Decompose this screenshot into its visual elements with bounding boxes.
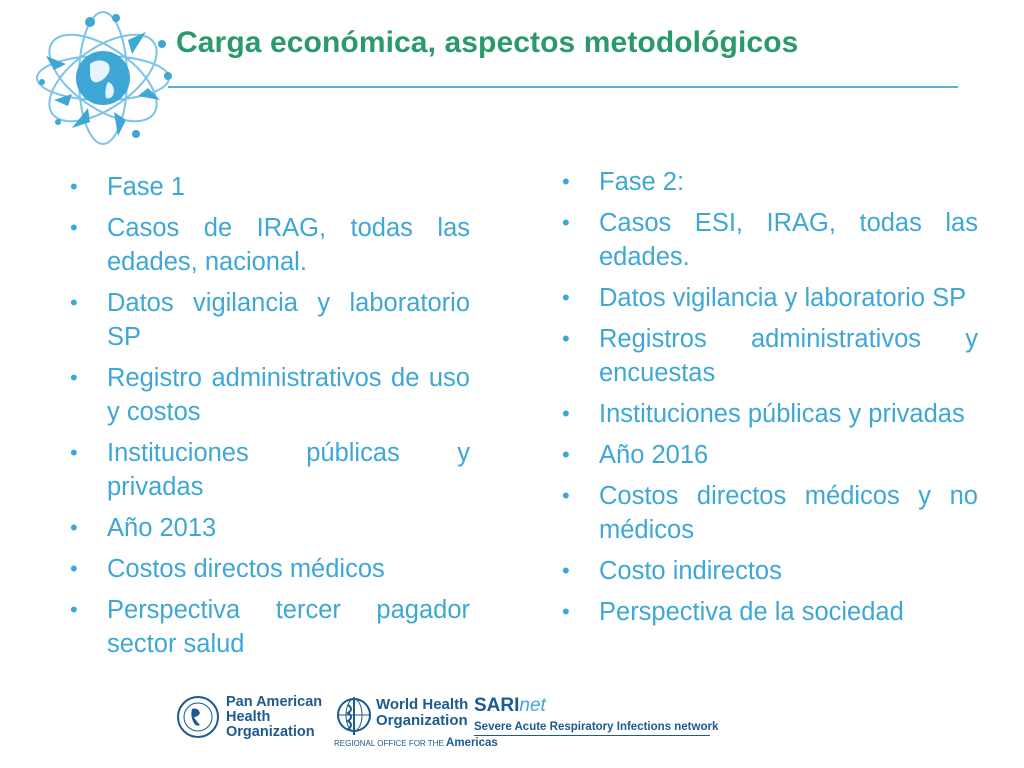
list-item-text: Perspectiva de la sociedad bbox=[599, 598, 904, 626]
who-emblem-icon bbox=[334, 695, 374, 739]
list-item bbox=[70, 511, 470, 545]
list-item-text: Instituciones públicas y privadas bbox=[599, 400, 965, 428]
list-item-text: Fase 2: bbox=[599, 168, 685, 196]
paho-wordmark bbox=[226, 695, 322, 740]
right-bullet-list bbox=[562, 165, 978, 636]
who-sub-small: REGIONAL OFFICE FOR THE bbox=[334, 739, 444, 748]
list-item bbox=[562, 281, 978, 315]
bullet-glyph: • bbox=[70, 174, 78, 199]
who-sub-americas: Americas bbox=[446, 737, 498, 749]
bullet-glyph: • bbox=[70, 597, 78, 622]
sarinet-wordmark bbox=[474, 695, 546, 717]
list-item-text: Año 2013 bbox=[107, 514, 217, 542]
list-item-text: Registros administrativos y encuestas bbox=[599, 325, 978, 387]
sarinet-subtitle: Severe Acute Respiratory Infections network bbox=[474, 721, 719, 733]
footer-logos bbox=[176, 693, 719, 753]
who-wordmark bbox=[376, 697, 468, 729]
who-line: Organization bbox=[376, 712, 468, 729]
bullet-glyph: • bbox=[562, 558, 570, 583]
bullet-glyph: • bbox=[562, 326, 570, 351]
list-item-text: Costos directos médicos y no médicos bbox=[599, 482, 978, 544]
bullet-glyph: • bbox=[70, 556, 78, 581]
list-item-text: Datos vigilancia y laboratorio SP bbox=[107, 289, 470, 351]
list-item-text: Registro administrativos de uso y costos bbox=[107, 364, 470, 426]
page-title: Carga económica, aspectos metodológicos bbox=[176, 26, 799, 59]
sarinet-bold: SARI bbox=[474, 695, 520, 716]
paho-line: Pan American bbox=[226, 694, 323, 710]
list-item-text: Instituciones públicas y privadas bbox=[107, 439, 470, 501]
list-item bbox=[562, 438, 978, 472]
list-item-text: Datos vigilancia y laboratorio SP bbox=[599, 284, 967, 312]
bullet-glyph: • bbox=[562, 210, 570, 235]
list-item-text: Costo indirectos bbox=[599, 557, 782, 585]
paho-line: Health bbox=[226, 709, 271, 725]
title-divider bbox=[168, 86, 958, 88]
list-item-text: Costos directos médicos bbox=[107, 555, 385, 583]
list-item bbox=[70, 361, 470, 429]
sarinet-underline bbox=[474, 735, 710, 736]
list-item bbox=[562, 595, 978, 629]
list-item bbox=[70, 436, 470, 504]
who-regional-label bbox=[334, 737, 498, 749]
who-line: World Health bbox=[376, 696, 469, 713]
list-item bbox=[70, 211, 470, 279]
paho-line: Organization bbox=[226, 724, 315, 740]
list-item bbox=[562, 479, 978, 547]
list-item bbox=[70, 593, 470, 661]
list-item bbox=[70, 286, 470, 354]
bullet-glyph: • bbox=[562, 483, 570, 508]
list-item-text: Casos ESI, IRAG, todas las edades. bbox=[599, 209, 978, 271]
bullet-glyph: • bbox=[70, 215, 78, 240]
list-item bbox=[562, 206, 978, 274]
list-item bbox=[562, 322, 978, 390]
bullet-glyph: • bbox=[70, 515, 78, 540]
bullet-glyph: • bbox=[70, 290, 78, 315]
list-item bbox=[70, 170, 470, 204]
list-item-text: Casos de IRAG, todas las edades, nacional. bbox=[107, 214, 470, 276]
sarinet-italic: net bbox=[519, 695, 546, 716]
list-item-text: Perspectiva tercer pagador sector salud bbox=[107, 596, 470, 658]
list-item-text: Año 2016 bbox=[599, 441, 709, 469]
paho-seal-icon bbox=[176, 695, 220, 739]
globe-network-logo bbox=[28, 4, 178, 152]
bullet-glyph: • bbox=[562, 599, 570, 624]
list-item bbox=[562, 397, 978, 431]
bullet-glyph: • bbox=[70, 365, 78, 390]
bullet-glyph: • bbox=[562, 169, 570, 194]
left-bullet-list bbox=[70, 170, 470, 668]
list-item bbox=[562, 165, 978, 199]
list-item bbox=[70, 552, 470, 586]
bullet-glyph: • bbox=[562, 401, 570, 426]
bullet-glyph: • bbox=[562, 285, 570, 310]
list-item bbox=[562, 554, 978, 588]
bullet-glyph: • bbox=[562, 442, 570, 467]
list-item-text: Fase 1 bbox=[107, 173, 185, 201]
bullet-glyph: • bbox=[70, 440, 78, 465]
